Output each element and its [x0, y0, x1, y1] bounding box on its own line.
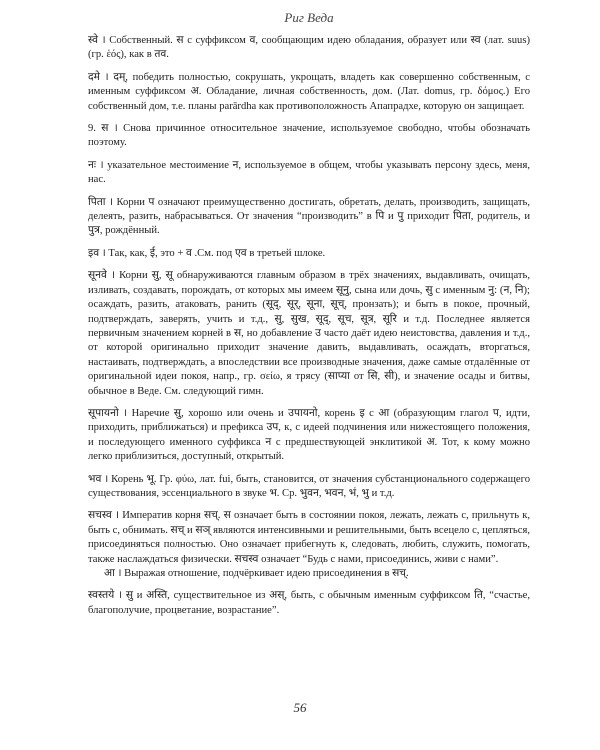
- entry-sve: स्वे । Собственный. स с суффиксом व, сообщающим идею обладания, образует или स्व (лат. suus) (гр. ἑός), как в तव.: [88, 35, 530, 61]
- entry-sunave: सूनवे । Корни सु, सू обнаруживаются главным образом в трёх значениях, выдавливать, очищать, изливать, создавать, порождать, от которых мы имеем सूनु, сына или дочь, सु с именным नु: (न, नि); осаждать, разить, атаковать, ранить (सूद्, सूर्, सूना, सूच्, пронзать); и быть в покое, прочный, подтверждать, заверять, учить и т.д., सु, सुख, सूद्, सूच, सूत्र, सूरि и т.д. Последнее является первичным значением корней в स, но добавление उ часто даёт идею неистовства, давления и т.д., от которой оригинально приходит значение давить, выдавливать, осаждать, вторгаться, настаивать, подтверждать, а впоследствии все производные значения, даже самые отдалённые от оригинальной идеи покоя, напр., гр. σείω, я трясу (साप्या от सि, सी), и значение осады и битвы, обычное в Веде. См. следующий гимн.: [88, 270, 530, 397]
- entry-iva: इव । Так, как, ई, это + व .См. под एव в третьей шлоке.: [88, 247, 326, 259]
- entry-pita: पिता । Корни प означают преимущественно достигать, обретать, делать, производить, защищать, делеять, разить, набрасываться. От значения “производить” в पि и पु приходит पिता, родитель, и पुत्र, рождённый.: [88, 196, 530, 237]
- entry-sacasva: सचस्व । Императив корня सच्. स означает быть в состоянии покоя, лежать, лежать с, прильнуть к, быть с, обнимать. सच् и सञ् являются интенсивными и решительными, быть всецело с, цепляться, присоединяться полностью. Оно означает прибегнуть к, следовать, любить, служить, помогать, также наслаждаться физически. सचस्व означает “Будь с нами, присоединись, живи с нами”. आ । Выражая отношение, подчёркивает идею присоединения в सच्.: [88, 510, 530, 579]
- entry-svastaye: स्वस्तये । सु и अस्ति, существительное из अस्, быть, с обычным именным суффиксом ति, “счастье, благополучие, процветание, возрастание”.: [88, 590, 530, 616]
- entry-sa: 9. स । Снова причинное относительное значение, используемое свободно, чтобы обозначать поэтому.: [88, 123, 530, 149]
- entry-supayano: सूपायनो । Наречие सु, хорошо или очень и उपायनो, корень इ с आ (образующим глагол प, идти, приходить, приближаться) и префикса उप, к, с идеей подчинения или нижестоящего положения, и последующего именного суффикса न с предшествующей энклитикой अ. Тот, к кому можно легко приблизиться, доступный, открытый.: [88, 407, 530, 463]
- entry-bhava: भव । Корень भू. Гр. φύω, лат. fui, быть, становится, от значения субстанционального содержащего существования, эссенциального в звуке भ. Ср. भुवन, भवन, भं, भु и т.д.: [88, 473, 530, 499]
- entry-nah: नः । указательное местоимение न, используемое в общем, чтобы указывать персону здесь, меня, нас.: [88, 159, 530, 186]
- entries: [88, 34, 530, 618]
- page-number: 56: [293, 700, 307, 715]
- running-header: Риг Веда: [284, 10, 334, 25]
- entry-dame: दमे । दम्, победить полностью, сокрушать, укрощать, владеть как совершенно собственным, с именным суффиксом अ. Обладание, личная собственность, дом. (Лат. domus, гр. δόμος.) Его собственный дом, т.е. планы parārdha как противоположность Апапрадхе, которую он защищает.: [88, 71, 530, 112]
